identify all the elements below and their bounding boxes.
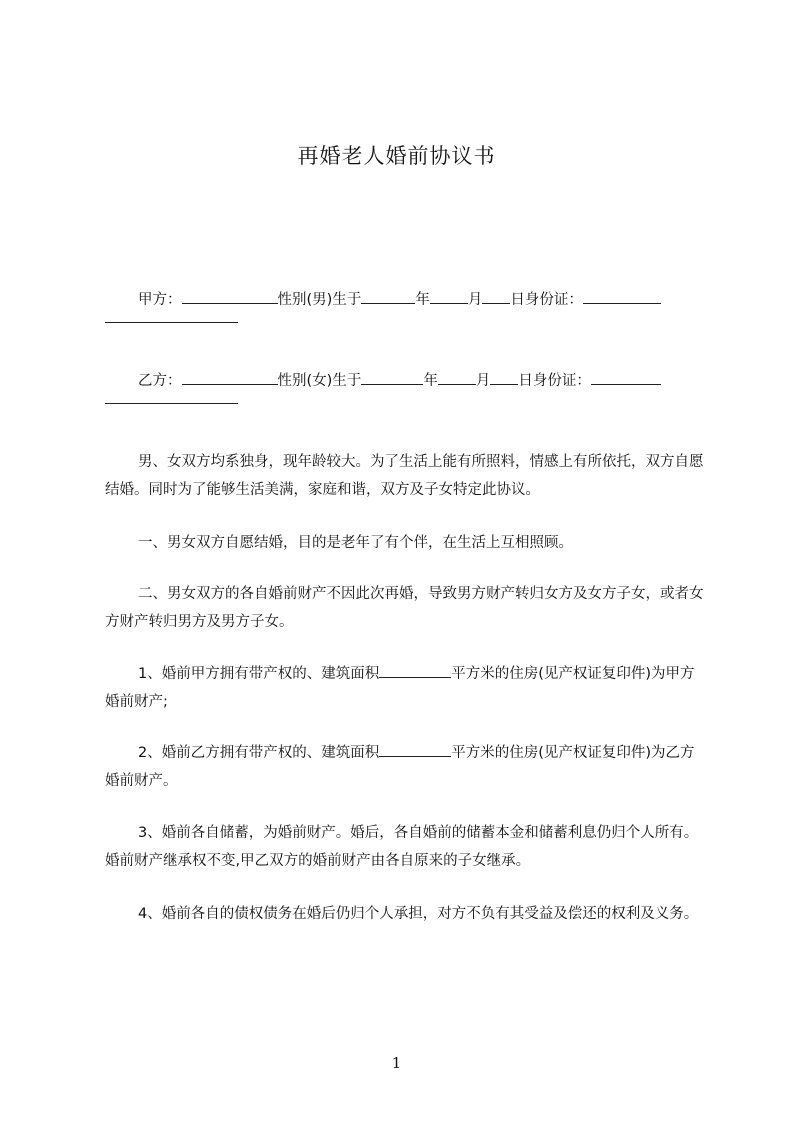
party-a-line bbox=[105, 286, 705, 323]
party-a-id-blank bbox=[583, 286, 661, 304]
item-1-text-after: 平方米的住房(见产权证复印件)为甲方婚前财产; bbox=[105, 666, 695, 710]
clause-2: 二、男女双方的各自婚前财产不因此次再婚，导致男方财产转归女方及女方子女，或者女方财产转归男方及男方子女。 bbox=[105, 586, 704, 630]
party-a-name-blank bbox=[182, 286, 278, 304]
party-b-id-blank bbox=[591, 367, 661, 385]
party-a-id-blank-continued bbox=[105, 314, 238, 323]
page-number: 1 bbox=[391, 1054, 402, 1072]
party-b-label: 乙方： bbox=[138, 373, 182, 389]
party-b-month-label: 月 bbox=[475, 373, 491, 389]
item-1-text-before: 1、婚前甲方拥有带产权的、建筑面积 bbox=[138, 666, 380, 682]
item-1-area-blank bbox=[379, 660, 451, 678]
item-4: 4、婚前各自的债权债务在婚后仍归个人承担，对方不负有其受益及偿还的权利及义务。 bbox=[138, 906, 699, 922]
intro-paragraph: 男、女双方均系独身，现年龄较大。为了生活上能有所照料，情感上有所依托，双方自愿结婚。同时为了能够生活美满，家庭和谐，双方及子女特定此协议。 bbox=[105, 454, 704, 498]
party-a-year-label: 年 bbox=[415, 292, 430, 308]
party-b-year-blank bbox=[361, 367, 423, 385]
item-1 bbox=[105, 660, 705, 716]
party-a-label: 甲方： bbox=[138, 292, 182, 308]
item-2-area-blank bbox=[379, 739, 451, 757]
party-a-id-label: 日身份证： bbox=[510, 292, 583, 308]
party-a-month-blank bbox=[430, 286, 468, 304]
clause-1: 一、男女双方自愿结婚，目的是老年了有个伴，在生活上互相照顾。 bbox=[138, 535, 573, 551]
item-3: 3、婚前各自储蓄，为婚前财产。婚后，各自婚前的储蓄本金和储蓄利息仍归个人所有。婚前财产继承权不变,甲乙双方的婚前财产由各自原来的子女继承。 bbox=[105, 825, 699, 869]
party-b-line bbox=[105, 367, 705, 404]
party-a-day-blank bbox=[482, 286, 510, 304]
party-b-day-blank bbox=[490, 367, 518, 385]
party-b-year-label: 年 bbox=[423, 373, 438, 389]
item-2-text-before: 2、婚前乙方拥有带产权的、建筑面积 bbox=[138, 745, 380, 761]
item-2 bbox=[105, 739, 705, 795]
party-a-month-label: 月 bbox=[467, 292, 483, 308]
item-2-text-after: 平方米的住房(见产权证复印件)为乙方婚前财产。 bbox=[105, 745, 695, 789]
party-b-gender-label: 性别(女)生于 bbox=[277, 373, 362, 389]
party-b-id-label: 日身份证： bbox=[518, 373, 591, 389]
party-a-gender-label: 性别(男)生于 bbox=[277, 292, 362, 308]
party-b-name-blank bbox=[182, 367, 278, 385]
party-a-year-blank bbox=[361, 286, 415, 304]
party-b-month-blank bbox=[438, 367, 476, 385]
document-title: 再婚老人婚前协议书 bbox=[297, 144, 496, 168]
party-b-id-blank-continued bbox=[105, 395, 238, 404]
